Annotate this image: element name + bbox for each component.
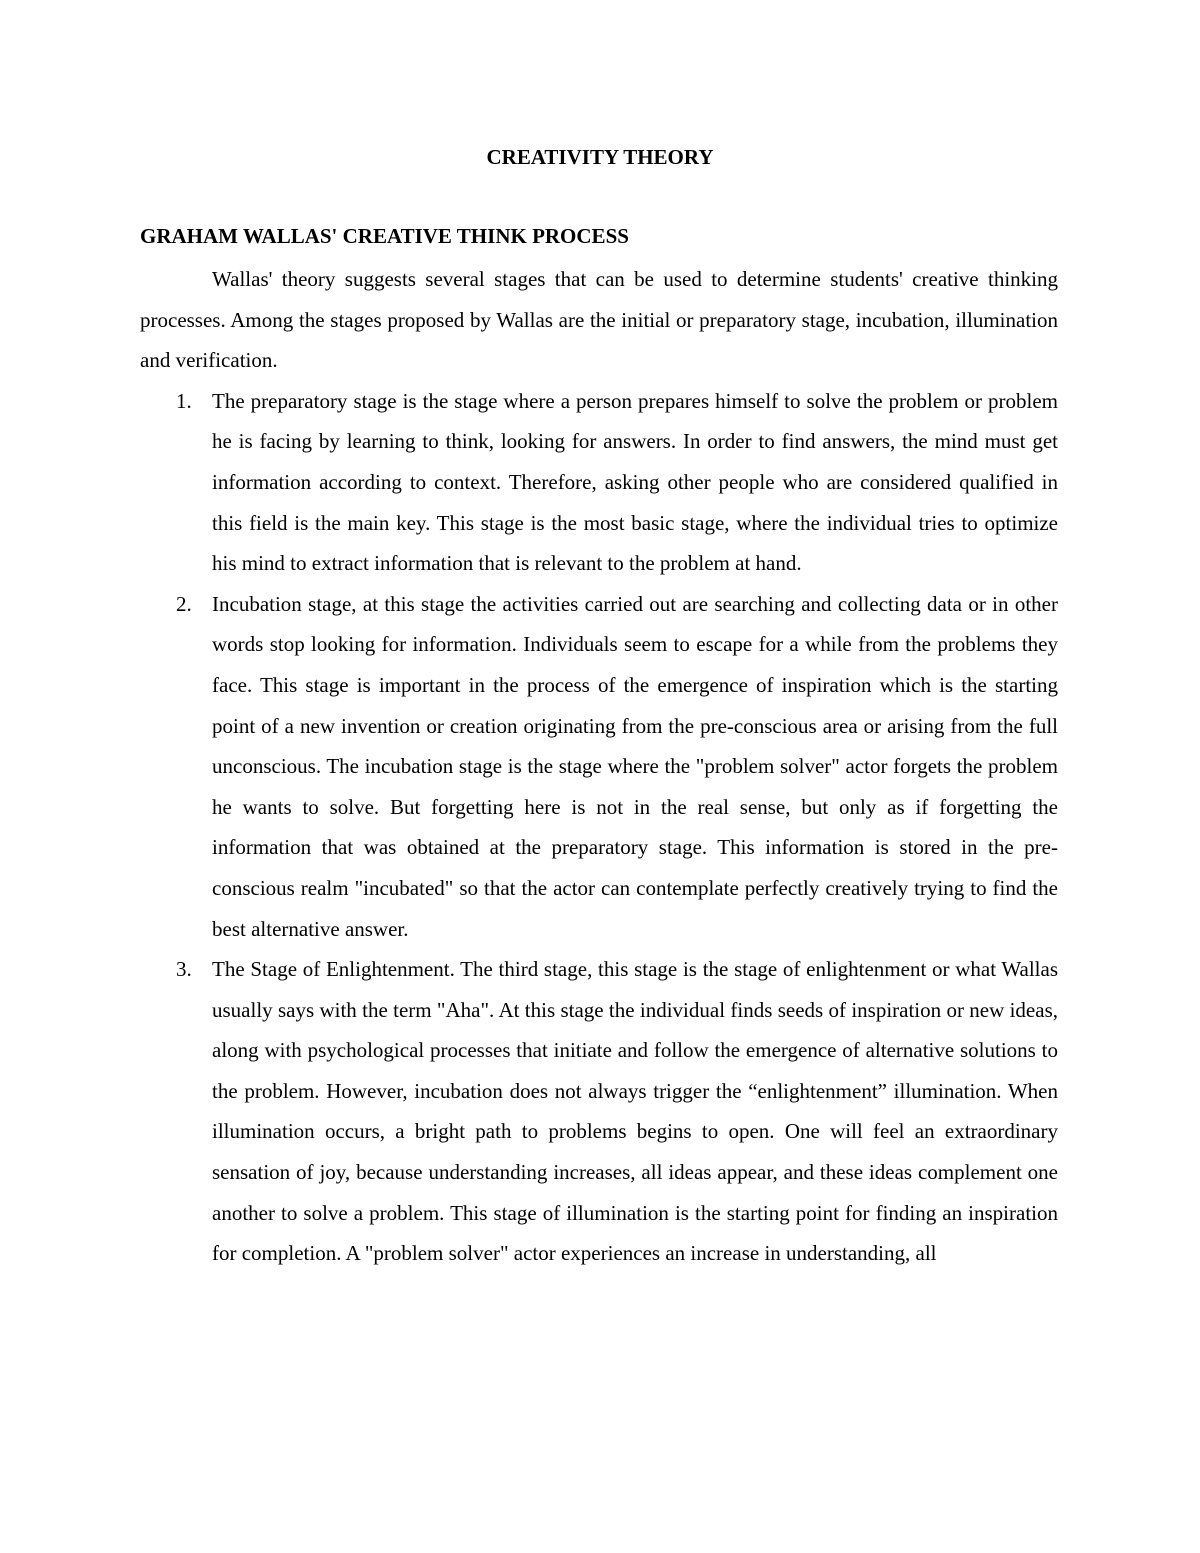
intro-paragraph: Wallas' theory suggests several stages that can be used to determine students' creative thinking processes. Among the stages proposed by Wallas are the initial or preparatory stage, incubation, illumination and verification. [140,267,1058,373]
stage-number: 3. [176,957,192,982]
document-body [140,259,1058,1274]
stage-list [140,381,1058,1274]
stage-text: Incubation stage, at this stage the activities carried out are searching and collecting data or in other words stop looking for information. Individuals seem to escape for a while from the problems they face. This stage is important in the process of the emergence of inspiration which is the starting point of a new invention or creation originating from the pre-conscious area or arising from the full unconscious. The incubation stage is the stage where the "problem solver" actor forgets the problem he wants to solve. But forgetting here is not in the real sense, but only as if forgetting the information that was obtained at the preparatory stage. This information is stored in the pre-conscious realm "incubated" so that the actor can contemplate perfectly creatively trying to find the best alternative answer. [212,591,1058,941]
section-heading: GRAHAM WALLAS' CREATIVE THINK PROCESS [140,224,629,248]
stage-item-enlightenment [140,949,1058,1274]
stage-number: 2. [176,591,192,616]
stage-text: The preparatory stage is the stage where a person prepares himself to solve the problem or problem he is facing by learning to think, looking for answers. In order to find answers, the mind must get information according to context. Therefore, asking other people who are considered qualified in this field is the main key. This stage is the most basic stage, where the individual tries to optimize his mind to extract information that is relevant to the problem at hand. [212,388,1058,576]
stage-item-preparation [140,381,1058,584]
stage-text: The Stage of Enlightenment. The third stage, this stage is the stage of enlightenment or what Wallas usually says with the term "Aha". At this stage the individual finds seeds of inspiration or new ideas, along with psychological processes that initiate and follow the emergence of alternative solutions to the problem. However, incubation does not always trigger the “enlightenment” illumination. When illumination occurs, a bright path to problems begins to open. One will feel an extraordinary sensation of joy, because understanding increases, all ideas appear, and these ideas complement one another to solve a problem. This stage of illumination is the starting point for finding an inspiration for completion. A "problem solver" actor experiences an increase in understanding, all [212,957,1058,1266]
document-title: CREATIVITY THEORY [486,145,714,169]
stage-item-incubation [140,584,1058,949]
stage-number: 1. [176,388,192,413]
